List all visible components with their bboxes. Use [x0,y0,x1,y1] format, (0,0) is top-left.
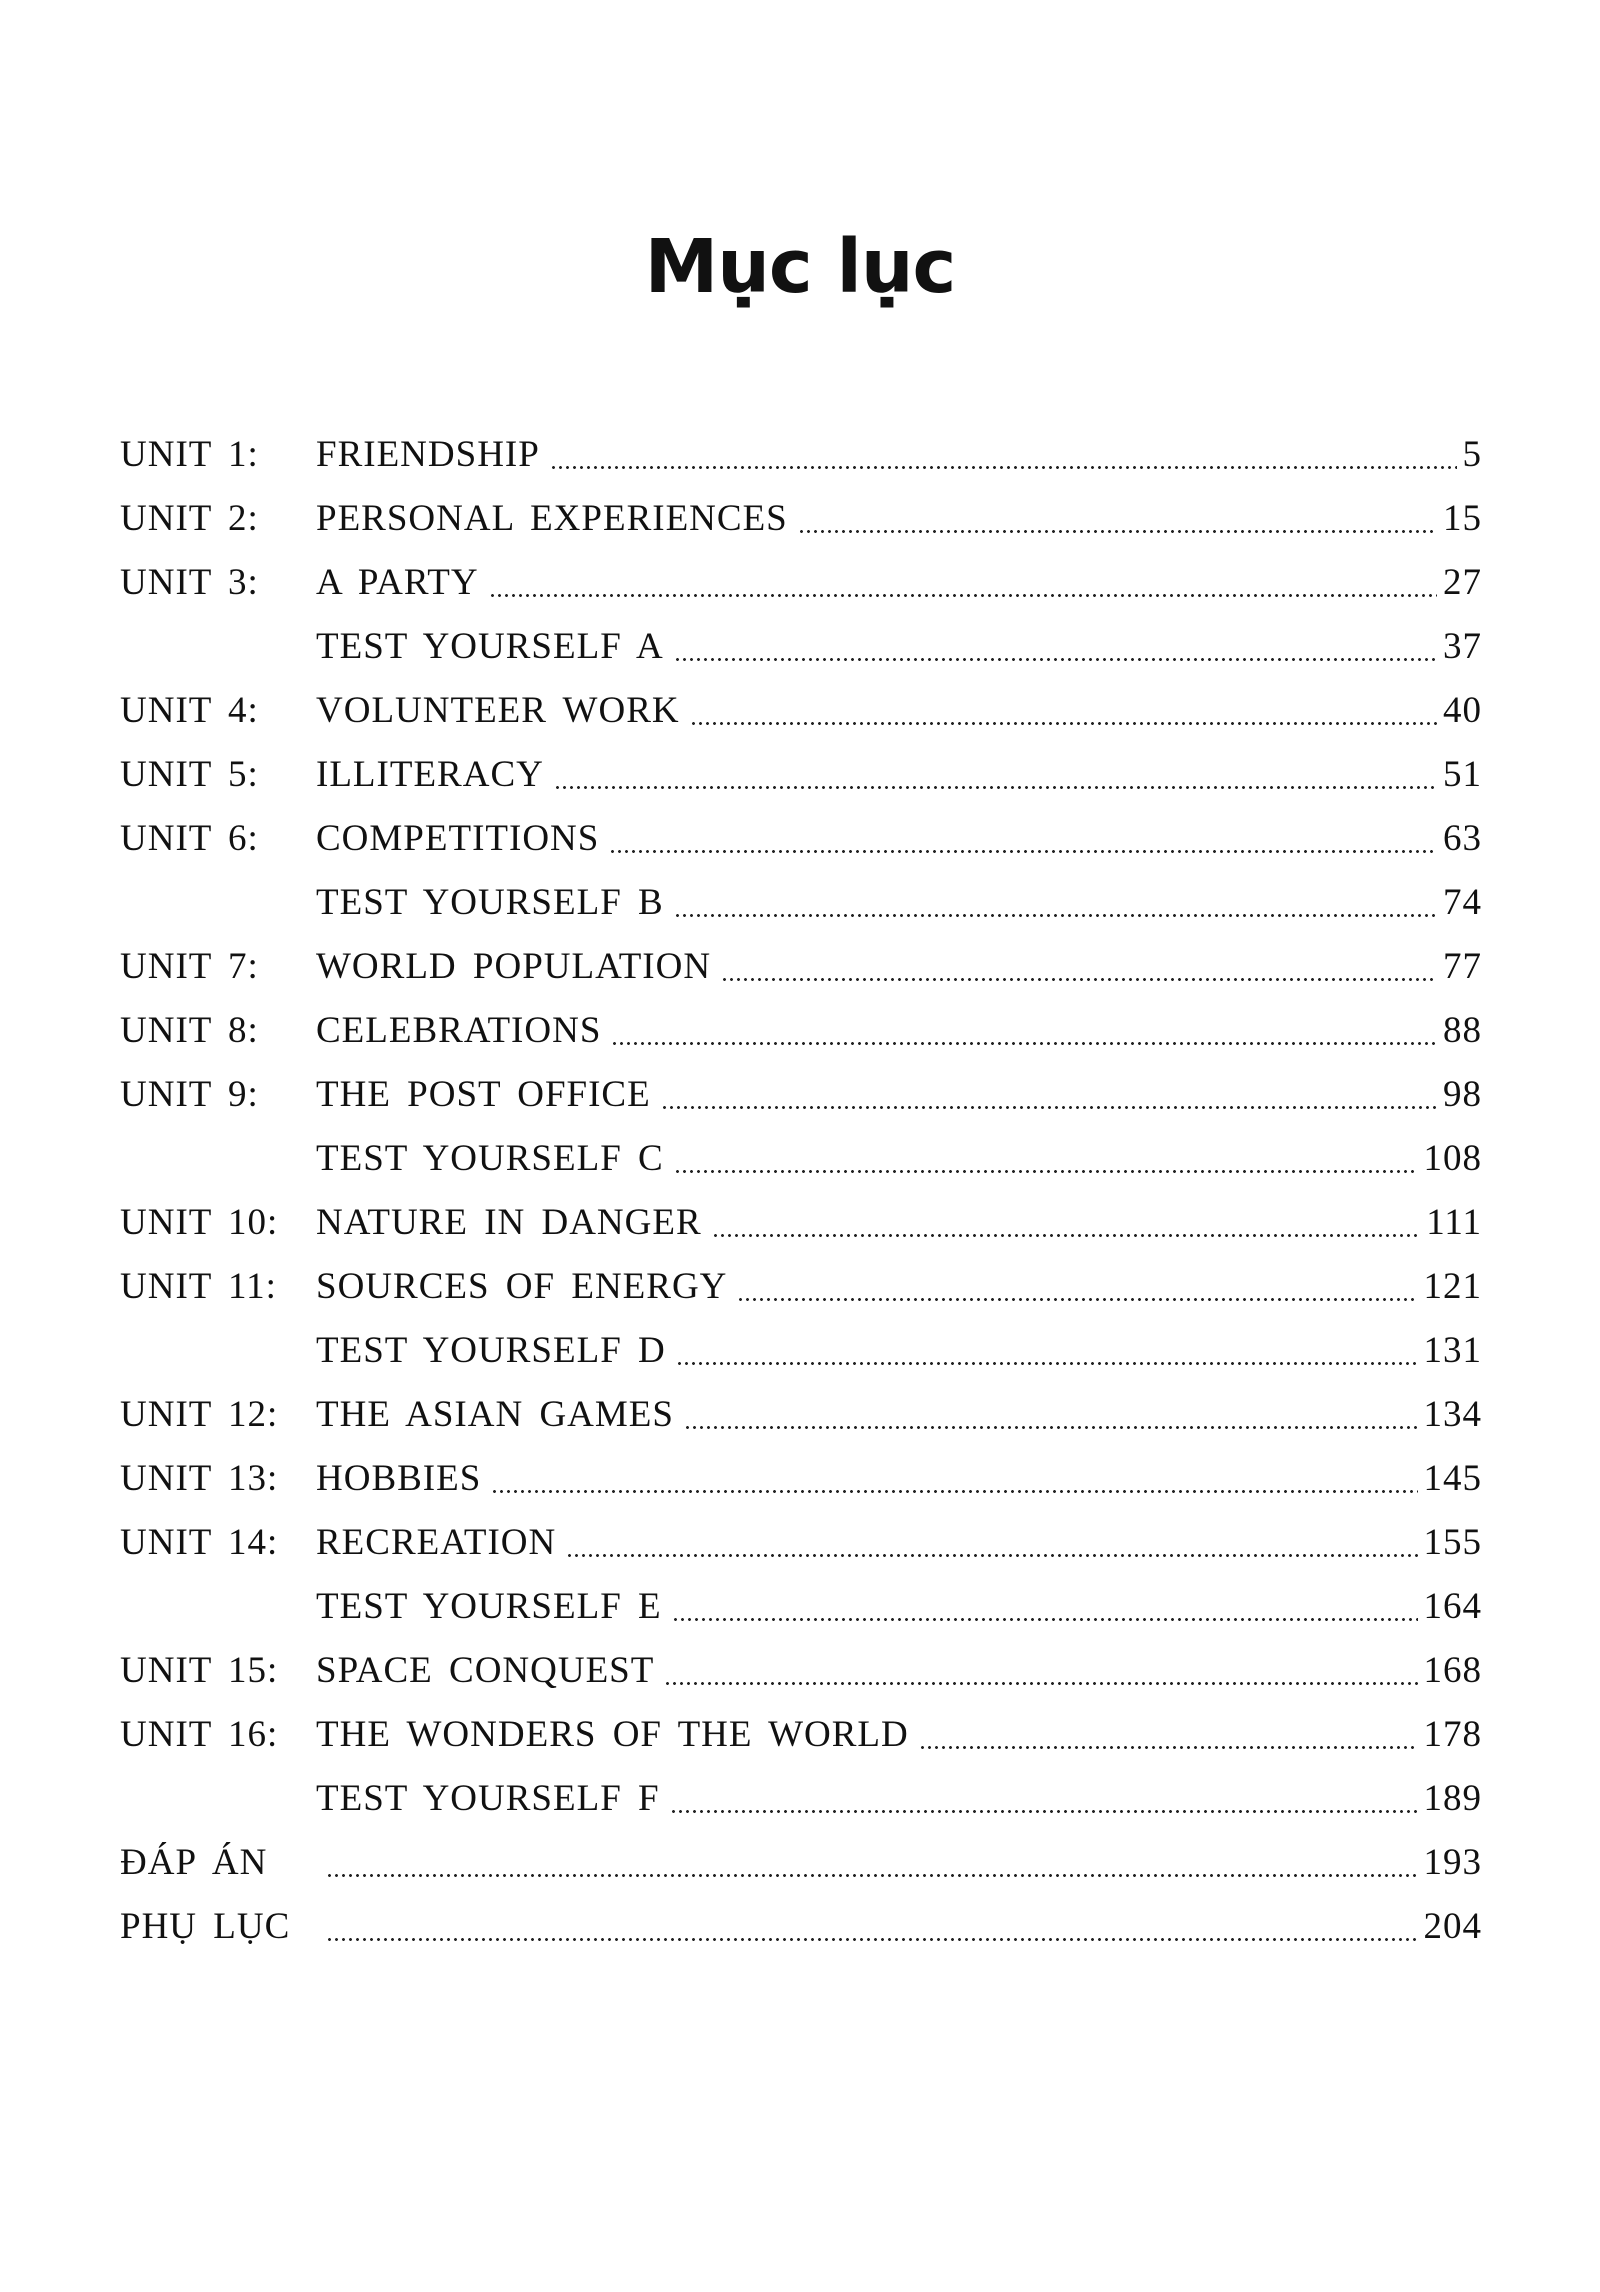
toc-entry-title: TEST YOURSELF A [316,626,664,667]
toc-entry [120,871,1482,935]
toc-unit-label: UNIT 4: [120,690,259,731]
toc-unit-label: UNIT 1: [120,434,259,475]
toc-entry [120,1639,1482,1703]
dot-leader [919,1735,1418,1751]
toc-entry-title: SOURCES OF ENERGY [316,1266,728,1307]
toc-entry [120,807,1482,871]
toc-entry-title: TEST YOURSELF B [316,882,664,923]
toc-unit-label: UNIT 14: [120,1522,279,1563]
toc-entry-title: TEST YOURSELF D [316,1330,666,1371]
toc-entry [120,551,1482,615]
dot-leader [661,1095,1437,1111]
dot-leader [670,1799,1418,1815]
toc-page-number: 155 [1423,1522,1482,1563]
dot-leader [690,711,1437,727]
toc-unit-label: UNIT 9: [120,1074,259,1115]
toc-unit-label: UNIT 15: [120,1650,279,1691]
toc-page-number: 88 [1443,1010,1482,1051]
toc-unit-label: UNIT 16: [120,1714,279,1755]
dot-leader [326,1863,1418,1879]
dot-leader [721,967,1437,983]
toc-unit-label: UNIT 11: [120,1266,277,1307]
toc-entry [120,1767,1482,1831]
toc-page-number: 5 [1462,434,1482,475]
toc-unit-label: UNIT 3: [120,562,259,603]
toc-entry-title: WORLD POPULATION [316,946,712,987]
toc-page-number: 168 [1423,1650,1482,1691]
dot-leader [664,1671,1417,1687]
toc-unit-label: UNIT 7: [120,946,259,987]
dot-leader [674,647,1437,663]
toc-page-number: 164 [1423,1586,1482,1627]
toc-page-number: 74 [1443,882,1482,923]
toc-page-number: 178 [1423,1714,1482,1755]
toc-entry [120,679,1482,743]
toc-entry-title: THE WONDERS OF THE WORLD [316,1714,909,1755]
toc-unit-label: ĐÁP ÁN [120,1842,268,1883]
toc-entry [120,1831,1482,1895]
toc-unit-label: PHỤ LỤC [120,1906,291,1947]
toc-page-number: 77 [1443,946,1482,987]
dot-leader [712,1223,1421,1239]
toc-entry-title: RECREATION [316,1522,557,1563]
toc-unit-label: UNIT 13: [120,1458,279,1499]
toc-entry [120,935,1482,999]
toc-entry-title: SPACE CONQUEST [316,1650,655,1691]
dot-leader [611,1031,1437,1047]
dot-leader [326,1927,1418,1943]
toc-page-number: 134 [1423,1394,1482,1435]
toc-page-number: 131 [1423,1330,1482,1371]
dot-leader [672,1607,1418,1623]
dot-leader [554,775,1437,791]
dot-leader [737,1287,1417,1303]
toc-page-number: 204 [1423,1906,1482,1947]
toc-entry [120,1575,1482,1639]
toc-page-number: 51 [1443,754,1482,795]
toc-entry-title: TEST YOURSELF F [316,1778,660,1819]
toc-entry [120,1895,1482,1959]
toc-entry [120,1255,1482,1319]
toc-unit-label: UNIT 10: [120,1202,279,1243]
dot-leader [491,1479,1417,1495]
toc-entry [120,615,1482,679]
toc-page-number: 121 [1423,1266,1482,1307]
dot-leader [550,455,1457,471]
toc-entry [120,743,1482,807]
toc-page-number: 98 [1443,1074,1482,1115]
toc-entry [120,999,1482,1063]
toc-page-number: 37 [1443,626,1482,667]
toc-unit-label: UNIT 12: [120,1394,279,1435]
toc-entry-title: A PARTY [316,562,479,603]
dot-leader [674,1159,1418,1175]
toc-entry-title: NATURE IN DANGER [316,1202,702,1243]
toc-page-number: 145 [1423,1458,1482,1499]
toc-entry-title: FRIENDSHIP [316,434,540,475]
dot-leader [566,1543,1417,1559]
toc-entry-title: THE ASIAN GAMES [316,1394,674,1435]
toc-entry-title: TEST YOURSELF C [316,1138,664,1179]
toc-unit-label: UNIT 5: [120,754,259,795]
dot-leader [674,903,1437,919]
toc-page-number: 63 [1443,818,1482,859]
toc-page-number: 27 [1443,562,1482,603]
toc-page-number: 189 [1423,1778,1482,1819]
toc-entry-title: HOBBIES [316,1458,482,1499]
toc-page-number: 108 [1423,1138,1482,1179]
toc-entry-title: THE POST OFFICE [316,1074,651,1115]
toc-entry [120,1319,1482,1383]
toc-entry [120,1511,1482,1575]
toc-entry-title: VOLUNTEER WORK [316,690,680,731]
toc-entry [120,1447,1482,1511]
toc-unit-label: UNIT 2: [120,498,259,539]
toc-entry-title: CELEBRATIONS [316,1010,602,1051]
toc-unit-label: UNIT 8: [120,1010,259,1051]
toc-entry [120,1191,1482,1255]
dot-leader [609,839,1437,855]
toc-entry [120,1703,1482,1767]
toc-entry-title: PERSONAL EXPERIENCES [316,498,788,539]
toc-entry [120,487,1482,551]
toc-entry [120,423,1482,487]
toc-page-number: 40 [1443,690,1482,731]
toc-entry-title: ILLITERACY [316,754,544,795]
toc-entry [120,1063,1482,1127]
toc-entry [120,1127,1482,1191]
page-title: Mục lục [644,223,956,310]
toc-page-number: 111 [1426,1202,1482,1243]
dot-leader [684,1415,1418,1431]
dot-leader [798,519,1437,535]
toc-unit-label: UNIT 6: [120,818,259,859]
table-of-contents [120,423,1482,1959]
toc-entry [120,1383,1482,1447]
toc-entry-title: TEST YOURSELF E [316,1586,662,1627]
toc-page-number: 193 [1423,1842,1482,1883]
toc-page-number: 15 [1443,498,1482,539]
toc-entry-title: COMPETITIONS [316,818,600,859]
dot-leader [676,1351,1418,1367]
dot-leader [489,583,1437,599]
